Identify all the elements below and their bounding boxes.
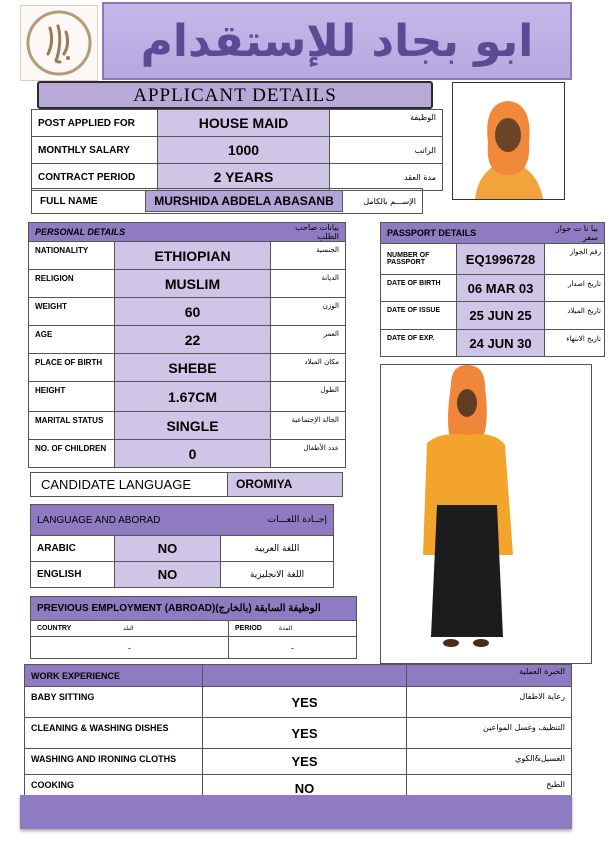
agency-banner-title: ابو بجاد للإستقدام	[102, 2, 572, 80]
period-ar: المدة	[279, 625, 293, 632]
work-experience-header-blank	[203, 665, 407, 687]
cleaning-value: YES	[203, 718, 407, 749]
table-row	[381, 275, 605, 302]
country-ar: البلد	[123, 625, 134, 632]
english-value: NO	[115, 562, 221, 588]
english-label: ENGLISH	[31, 562, 115, 588]
nationality-label: NATIONALITY	[29, 242, 115, 270]
nationality-ar: الجنسية	[271, 242, 346, 270]
table-row	[32, 137, 443, 164]
marital-status-ar: الحالة الإجتماعية	[271, 412, 346, 440]
previous-employment-header: PREVIOUS EMPLOYMENT (ABROAD)(الوظيفة السابقة (بالخارج	[31, 597, 357, 621]
table-row	[31, 536, 334, 562]
passport-number-label: NUMBER OF PASSPORT	[381, 244, 457, 275]
washing-ironing-label: WASHING AND IRONING CLOTHS	[25, 749, 203, 775]
work-experience-header: WORK EXPERIENCE	[25, 665, 203, 687]
job-table	[31, 109, 443, 191]
baby-sitting-value: YES	[203, 687, 407, 718]
table-row	[29, 270, 346, 298]
height-label: HEIGHT	[29, 382, 115, 412]
weight-ar: الوزن	[271, 298, 346, 326]
previous-employment-table	[30, 596, 357, 659]
languages-header: LANGUAGE AND ABORAD	[31, 505, 221, 536]
age-value: 22	[115, 326, 271, 354]
table-header-row	[29, 223, 346, 242]
personal-details-table	[28, 222, 346, 468]
table-row	[25, 749, 572, 775]
post-value: HOUSE MAID	[158, 110, 330, 137]
table-row	[25, 687, 572, 718]
marital-status-label: MARITAL STATUS	[29, 412, 115, 440]
children-ar: عدد الأطفال	[271, 440, 346, 468]
work-experience-header-ar: الخبرة العملية	[407, 665, 572, 687]
arabic-label: ARABIC	[31, 536, 115, 562]
full-name-value: MURSHIDA ABDELA ABASANB	[145, 190, 343, 212]
candidate-language-row	[30, 472, 343, 497]
english-ar: اللغة الانجليزية	[221, 562, 334, 588]
contract-ar: مدة العقد	[330, 164, 443, 191]
passport-header-ar: بيا نا ت جواز سفر	[545, 223, 605, 244]
contract-value: 2 YEARS	[158, 164, 330, 191]
issue-date-value: 25 JUN 25	[457, 302, 545, 330]
religion-value: MUSLIM	[115, 270, 271, 298]
logo-emblem-icon	[24, 8, 94, 78]
table-row	[29, 412, 346, 440]
baby-sitting-label: BABY SITTING	[25, 687, 203, 718]
table-row	[29, 242, 346, 270]
table-row	[29, 354, 346, 382]
table-row	[31, 621, 357, 637]
cooking-ar: الطبخ	[407, 775, 572, 802]
contract-label: CONTRACT PERIOD	[32, 164, 158, 191]
cleaning-ar: التنظيف وغسل المواعين	[407, 718, 572, 749]
table-row	[29, 382, 346, 412]
marital-status-value: SINGLE	[115, 412, 271, 440]
religion-ar: الديانة	[271, 270, 346, 298]
table-row	[31, 562, 334, 588]
post-label: POST APPLIED FOR	[32, 110, 158, 137]
table-header-row	[381, 223, 605, 244]
table-row	[381, 244, 605, 275]
cleaning-label: CLEANING & WASHING DISHES	[25, 718, 203, 749]
children-label: NO. OF CHILDREN	[29, 440, 115, 468]
salary-value: 1000	[158, 137, 330, 164]
issue-date-ar: تاريخ الميلاد	[545, 302, 605, 330]
personal-header: PERSONAL DETAILS	[29, 223, 271, 242]
period-value: -	[229, 637, 357, 659]
washing-ironing-value: YES	[203, 749, 407, 775]
candidate-language-label: CANDIDATE LANGUAGE	[31, 473, 228, 496]
languages-table	[30, 504, 334, 588]
table-header-row	[31, 597, 357, 621]
languages-header-ar: إجــادة اللغـــات	[221, 505, 334, 536]
passport-header: PASSPORT DETAILS	[381, 223, 545, 244]
full-name-ar: الإســـم بالكامل	[363, 196, 416, 206]
age-ar: العمر	[271, 326, 346, 354]
table-row	[31, 637, 357, 659]
children-value: 0	[115, 440, 271, 468]
expiry-date-label: DATE OF EXP.	[381, 330, 457, 357]
company-logo	[20, 5, 98, 81]
dob-label: DATE OF BIRTH	[381, 275, 457, 302]
place-of-birth-label: PLACE OF BIRTH	[29, 354, 115, 382]
table-row	[25, 718, 572, 749]
weight-label: WEIGHT	[29, 298, 115, 326]
weight-value: 60	[115, 298, 271, 326]
applicant-full-body-photo	[380, 364, 592, 664]
applicant-details-header: APPLICANT DETAILS	[37, 81, 433, 109]
arabic-ar: اللغة العربية	[221, 536, 334, 562]
salary-label: MONTHLY SALARY	[32, 137, 158, 164]
period-header-cell	[229, 621, 357, 637]
table-row	[29, 326, 346, 354]
full-name-row	[31, 188, 423, 214]
post-ar: الوظيفة	[330, 110, 443, 137]
candidate-language-value: OROMIYA	[228, 473, 342, 496]
table-row	[29, 298, 346, 326]
country-header-cell	[31, 621, 229, 637]
issue-date-label: DATE OF ISSUE	[381, 302, 457, 330]
dob-value: 06 MAR 03	[457, 275, 545, 302]
passport-number-value: EQ1996728	[457, 244, 545, 275]
washing-ironing-ar: الغسيل&الكوي	[407, 749, 572, 775]
cooking-value: NO	[203, 775, 407, 802]
table-row	[381, 330, 605, 357]
table-header-row	[31, 505, 334, 536]
table-row	[32, 164, 443, 191]
religion-label: RELIGION	[29, 270, 115, 298]
personal-header-ar: بيانات صاحب الطلب	[271, 223, 346, 242]
dob-ar: تاريخ اصدار	[545, 275, 605, 302]
country-value: -	[31, 637, 229, 659]
arabic-value: NO	[115, 536, 221, 562]
table-row	[381, 302, 605, 330]
applicant-portrait-photo	[452, 82, 565, 200]
place-of-birth-ar: مكان الميلاد	[271, 354, 346, 382]
salary-ar: الراتب	[330, 137, 443, 164]
nationality-value: ETHIOPIAN	[115, 242, 271, 270]
height-value: 1.67CM	[115, 382, 271, 412]
expiry-date-ar: تاريخ الانتهاء	[545, 330, 605, 357]
period-label: PERIOD	[235, 625, 262, 632]
cooking-label: COOKING	[25, 775, 203, 802]
country-label: COUNTRY	[37, 625, 72, 632]
expiry-date-value: 24 JUN 30	[457, 330, 545, 357]
table-header-row	[25, 665, 572, 687]
table-row	[29, 440, 346, 468]
footer-bar	[20, 795, 572, 829]
height-ar: الطول	[271, 382, 346, 412]
passport-number-ar: رقم الجواز	[545, 244, 605, 275]
age-label: AGE	[29, 326, 115, 354]
table-row	[32, 110, 443, 137]
work-experience-table	[24, 664, 572, 802]
baby-sitting-ar: رعاية الاطفال	[407, 687, 572, 718]
passport-details-table	[380, 222, 605, 357]
full-name-label: FULL NAME	[40, 195, 98, 207]
place-of-birth-value: SHEBE	[115, 354, 271, 382]
